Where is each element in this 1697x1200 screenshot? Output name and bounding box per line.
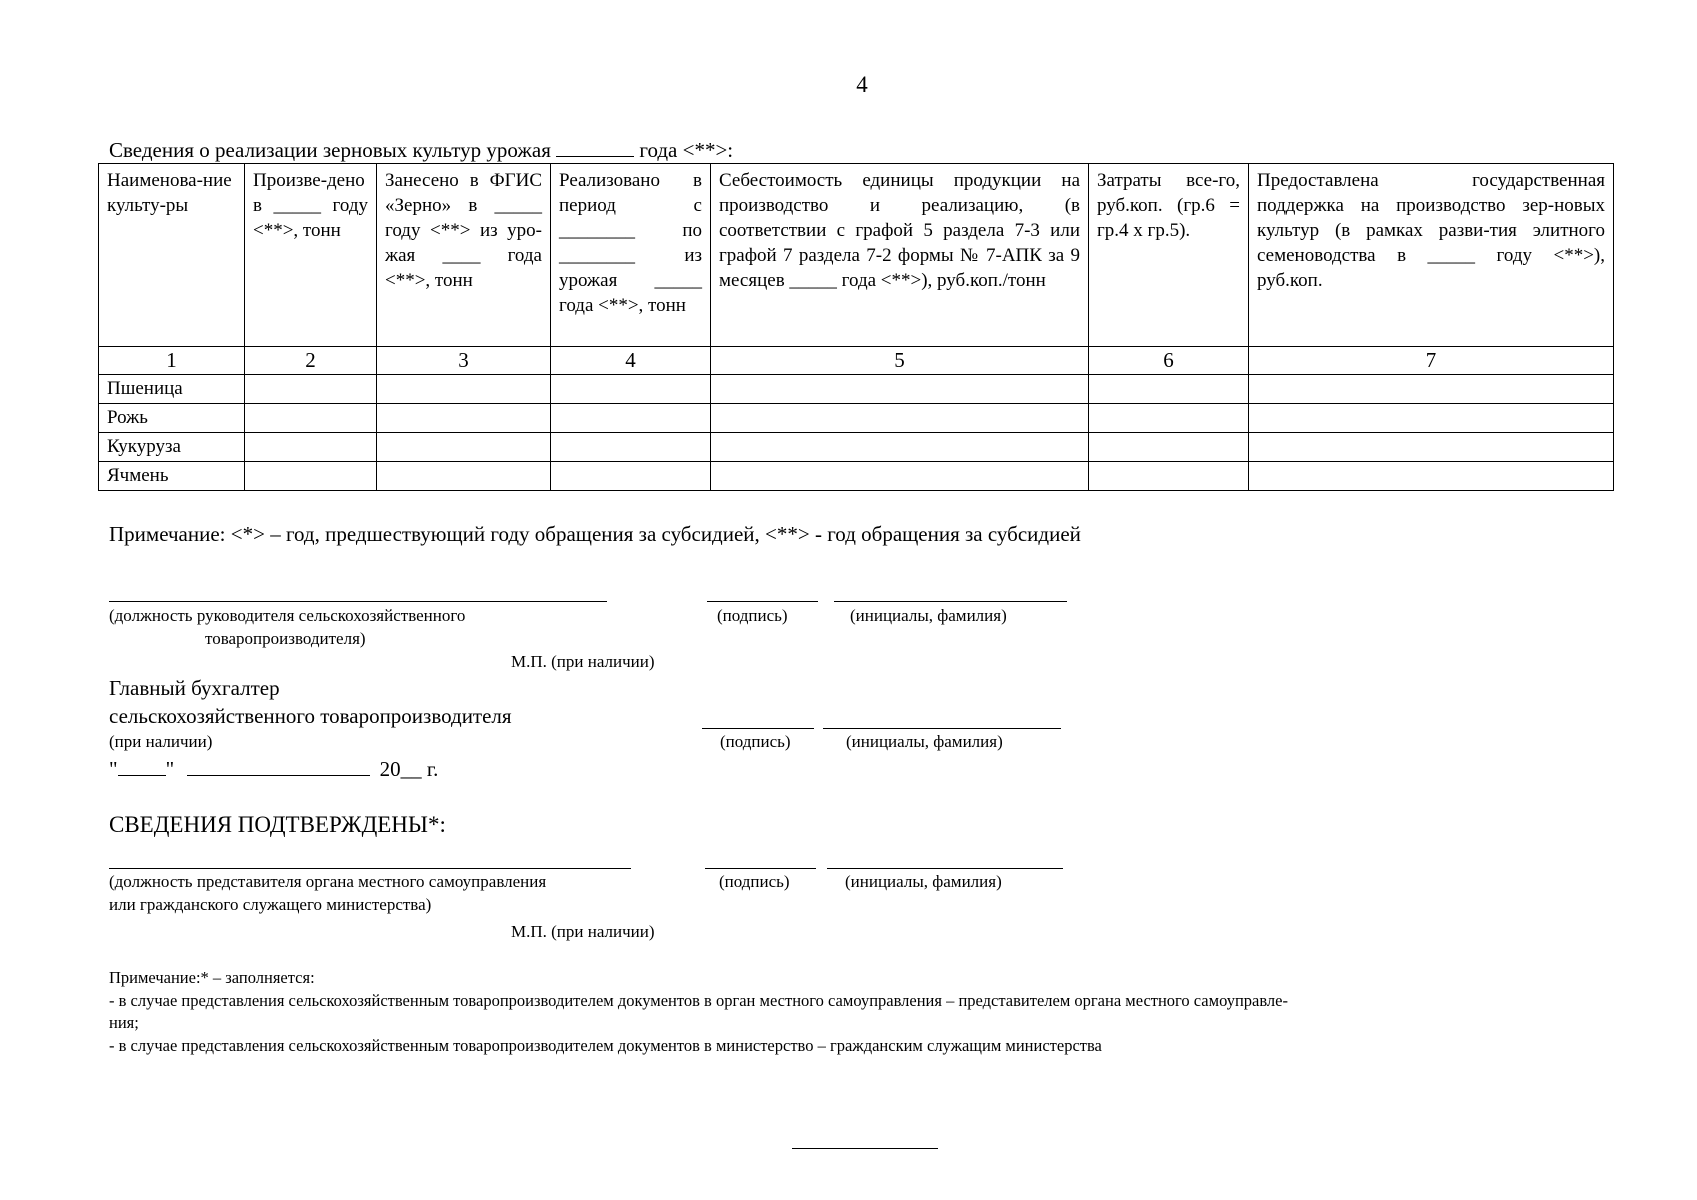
table-cell <box>377 433 551 462</box>
table-cell <box>377 375 551 404</box>
accountant-title-cont: сельскохозяйственного товаропроизводителя <box>109 704 512 728</box>
table-cell <box>551 404 711 433</box>
name-caption: (инициалы, фамилия) <box>850 606 1007 625</box>
footnote-item: - в случае представления сельскохозяйственным товаропроизводителем документов в министерство – гражданским служащим министерства <box>109 1036 1102 1055</box>
end-of-page-rule <box>792 1148 938 1149</box>
name-line <box>834 601 1067 602</box>
table-cell <box>1089 375 1249 404</box>
header-fgis-entered: Занесено в ФГИС «Зерно» в _____ году <**> из уро-жая ____ года <**>, тонн <box>377 164 551 347</box>
accountant-title: Главный бухгалтер <box>109 676 280 700</box>
footnote-item-cont: ния; <box>109 1013 139 1032</box>
position-line <box>109 868 631 869</box>
section-title <box>109 138 733 163</box>
table-cell <box>377 404 551 433</box>
position-caption: (должность представителя органа местного самоуправления <box>109 872 547 891</box>
position-caption: (должность руководителя сельскохозяйственного <box>109 606 466 625</box>
header-unit-cost: Себестоимость единицы продукции на производство и реализацию, (в соответствии с графой 5 раздела 7-3 или графой 7 раздела 7-2 формы № 7-АПК за 9 месяцев _____ года <**>), руб.коп./тонн <box>711 164 1089 347</box>
section-title-suffix: года <**>: <box>639 138 734 162</box>
header-produced: Произве-дено в _____ году <**>, тонн <box>245 164 377 347</box>
date-close-quote: " <box>165 757 175 781</box>
column-number: 4 <box>551 347 711 375</box>
header-sold: Реализовано в период с ________ по ________ из урожая _____ года <**>, тонн <box>551 164 711 347</box>
column-number: 1 <box>99 347 245 375</box>
day-blank <box>118 757 166 776</box>
table-cell <box>1249 462 1614 491</box>
date-line <box>109 757 438 782</box>
column-number: 3 <box>377 347 551 375</box>
grain-sales-table <box>98 163 1614 491</box>
date-open-quote: " <box>109 757 118 781</box>
section-title-prefix: Сведения о реализации зерновых культур урожая <box>109 138 551 162</box>
footnote-item: - в случае представления сельскохозяйственным товаропроизводителем документов в орган местного самоуправления – представителем органа местного самоуправле- <box>109 991 1288 1010</box>
table-cell <box>1249 433 1614 462</box>
table-cell <box>1089 404 1249 433</box>
table-cell <box>1249 404 1614 433</box>
signature-line <box>707 601 818 602</box>
table-row <box>99 462 1614 491</box>
header-state-support: Предоставлена государственная поддержка на производство зер-новых культур (в рамках разви-тия элитного семеноводства в _____ году <**>), руб.коп. <box>1249 164 1614 347</box>
signature-line <box>705 868 816 869</box>
crop-name: Рожь <box>99 404 245 433</box>
date-year: 20__ г. <box>379 757 439 781</box>
confirmed-heading: СВЕДЕНИЯ ПОДТВЕРЖДЕНЫ*: <box>109 812 446 837</box>
table-row <box>99 433 1614 462</box>
table-cell <box>551 433 711 462</box>
column-number: 2 <box>245 347 377 375</box>
harvest-year-blank <box>556 138 634 157</box>
table-cell <box>245 462 377 491</box>
table-cell <box>711 462 1089 491</box>
table-row <box>99 375 1614 404</box>
table-cell <box>551 375 711 404</box>
crop-name: Ячмень <box>99 462 245 491</box>
name-caption: (инициалы, фамилия) <box>845 872 1002 891</box>
table-cell <box>1249 375 1614 404</box>
table-cell <box>1089 433 1249 462</box>
column-number-row <box>99 347 1614 375</box>
table-cell <box>711 433 1089 462</box>
footnote-title: Примечание:* – заполняется: <box>109 968 315 987</box>
table-cell <box>245 433 377 462</box>
table-cell <box>711 375 1089 404</box>
column-number: 5 <box>711 347 1089 375</box>
header-crop-name: Наименова-ние культу-ры <box>99 164 245 347</box>
header-row <box>99 164 1614 347</box>
note-main: Примечание: <*> – год, предшествующий году обращения за субсидией, <**> - год обращения за субсидией <box>109 522 1081 546</box>
signature-caption: (подпись) <box>717 606 788 625</box>
table-cell <box>245 375 377 404</box>
table-cell <box>245 404 377 433</box>
name-line <box>823 728 1061 729</box>
header-total-costs: Затраты все-го, руб.коп. (гр.6 = гр.4 х гр.5). <box>1089 164 1249 347</box>
table-cell <box>377 462 551 491</box>
stamp-note: М.П. (при наличии) <box>511 652 655 671</box>
name-line <box>827 868 1063 869</box>
crop-name: Кукуруза <box>99 433 245 462</box>
column-number: 7 <box>1249 347 1614 375</box>
table-cell <box>711 404 1089 433</box>
position-caption-cont: товаропроизводителя) <box>205 629 366 648</box>
crop-name: Пшеница <box>99 375 245 404</box>
page-number: 4 <box>856 72 868 97</box>
column-number: 6 <box>1089 347 1249 375</box>
position-caption-cont: или гражданского служащего министерства) <box>109 895 432 914</box>
stamp-note: М.П. (при наличии) <box>511 922 655 941</box>
position-line <box>109 601 607 602</box>
signature-line <box>702 728 814 729</box>
table-cell <box>551 462 711 491</box>
table-cell <box>1089 462 1249 491</box>
month-blank <box>187 757 370 776</box>
signature-caption: (подпись) <box>719 872 790 891</box>
signature-caption: (подпись) <box>720 732 791 751</box>
table-row <box>99 404 1614 433</box>
accountant-optional: (при наличии) <box>109 732 213 751</box>
name-caption: (инициалы, фамилия) <box>846 732 1003 751</box>
